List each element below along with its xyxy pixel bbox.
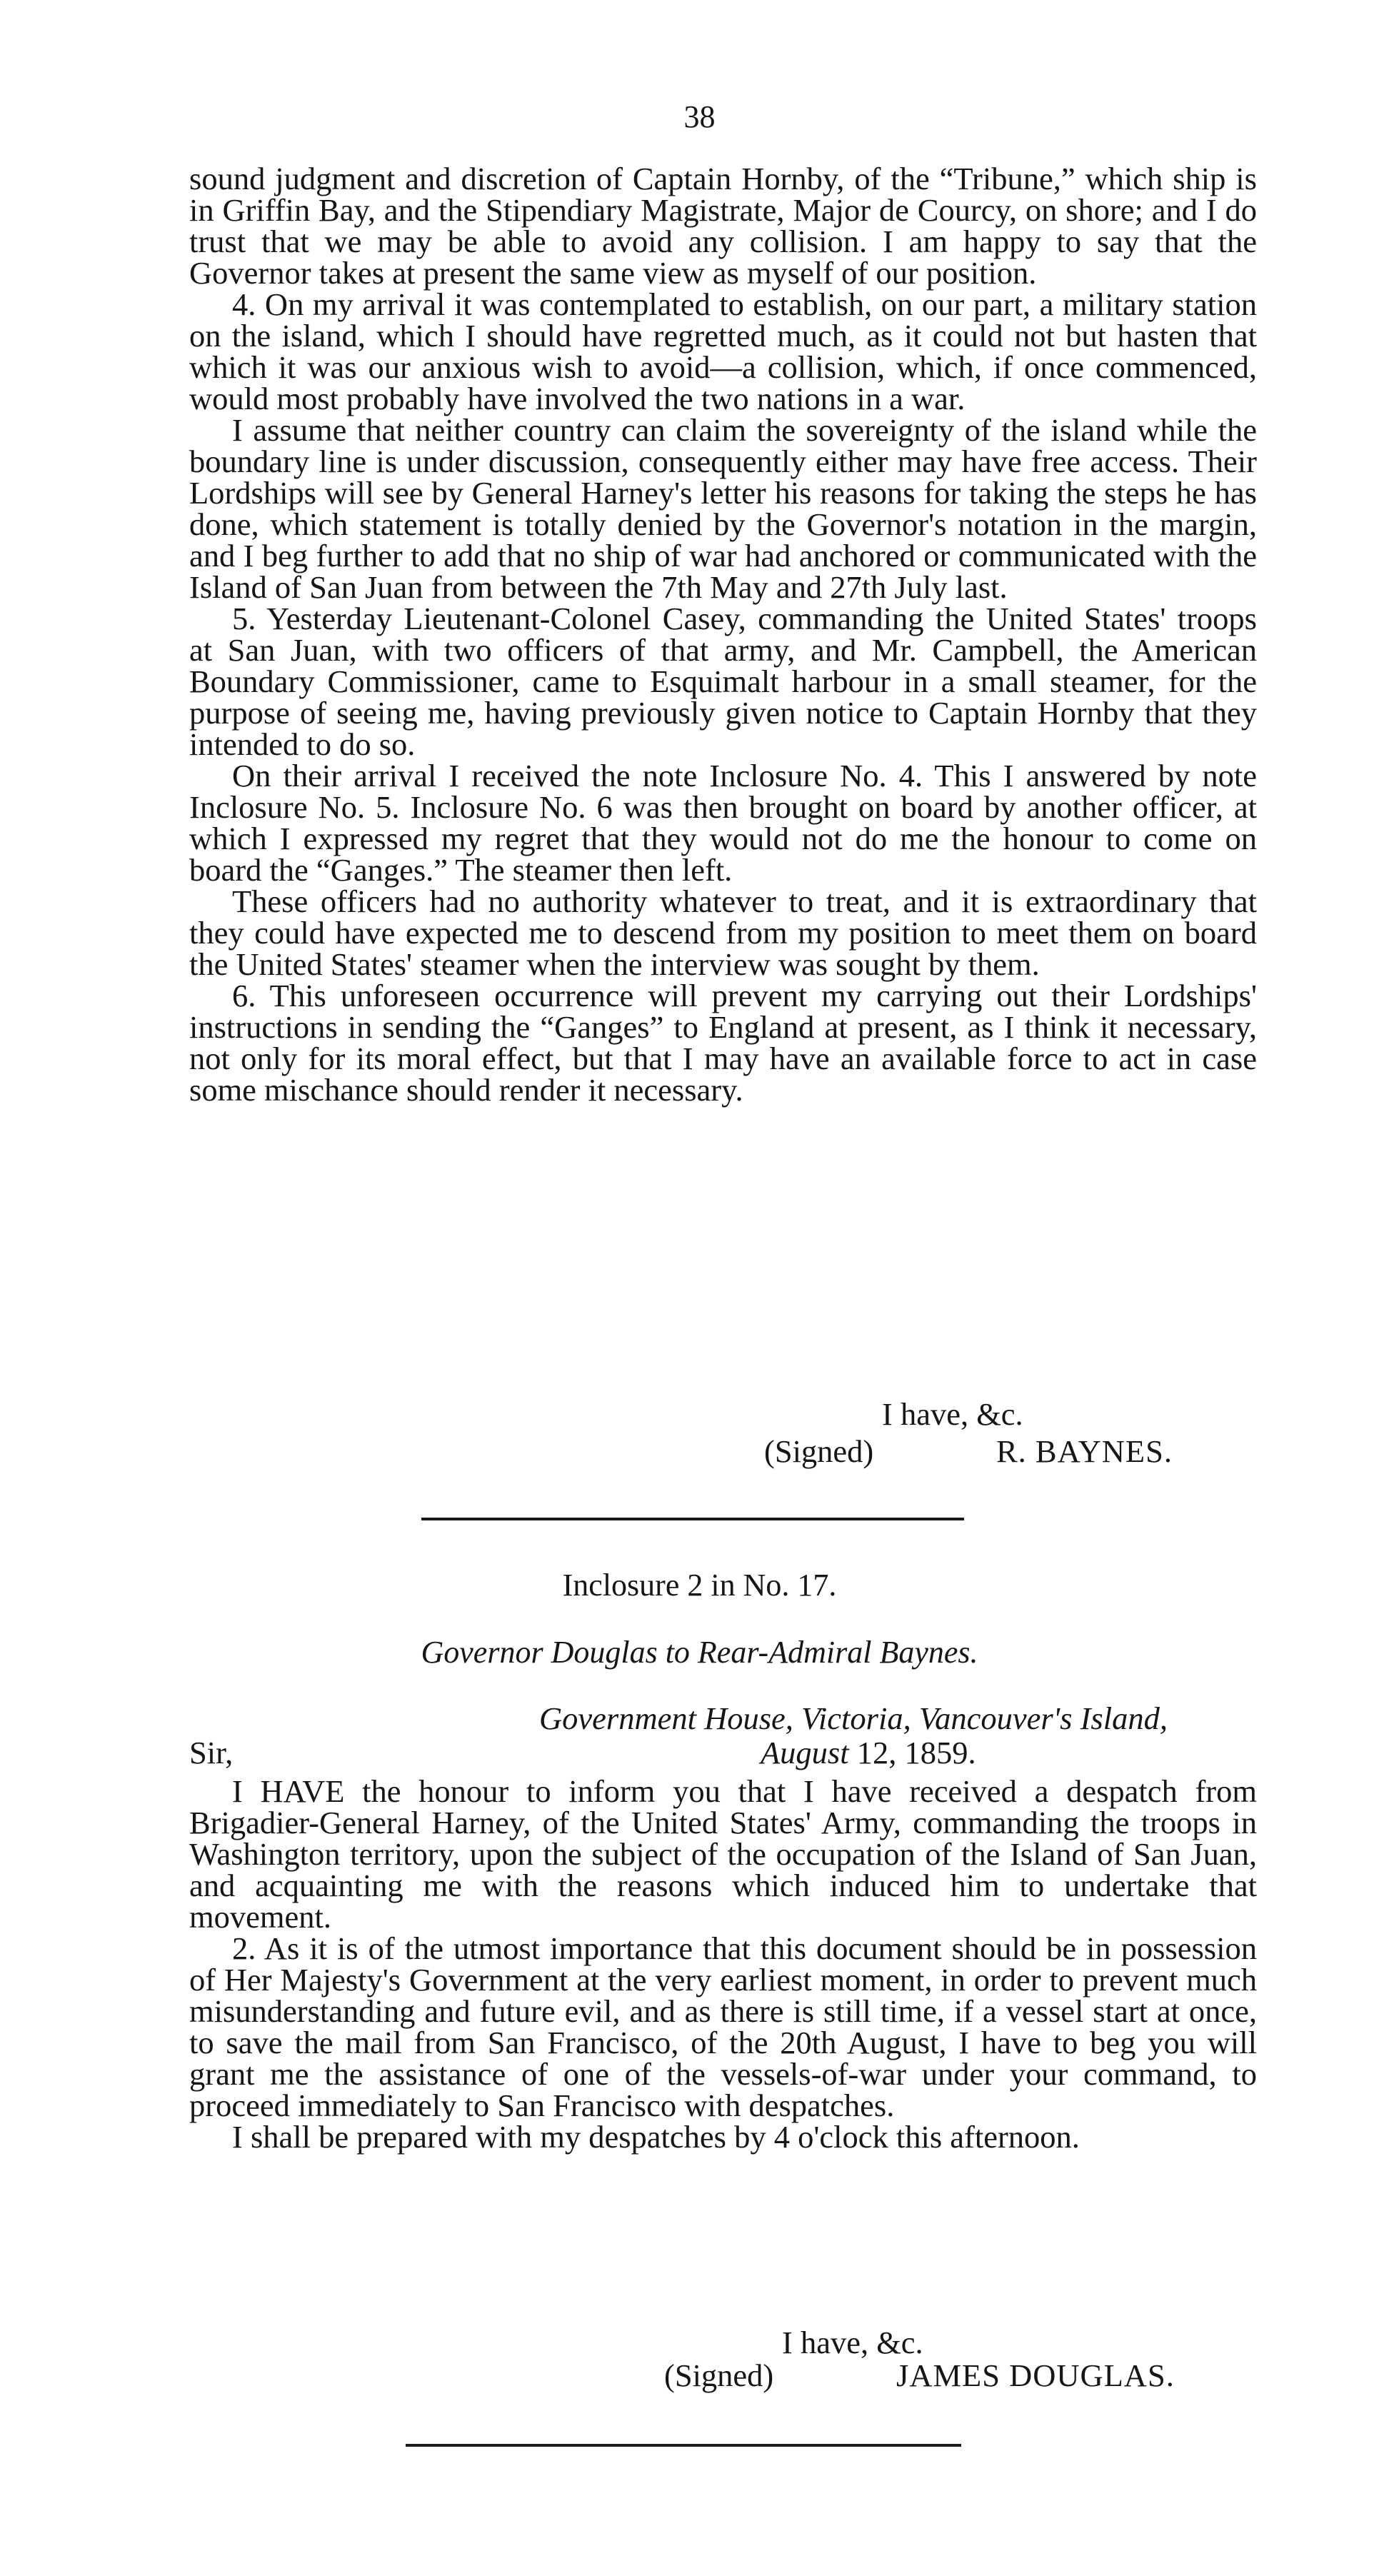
closing: I have, &c. bbox=[782, 2325, 923, 2360]
inclosure-subheading: Governor Douglas to Rear-Admiral Baynes. bbox=[421, 1635, 978, 1670]
date-line bbox=[761, 1737, 976, 1768]
signed-label: (Signed) bbox=[764, 1433, 874, 1469]
paragraph: I assume that neither country can claim the sovereignty of the island while the boundary line is under discussion, consequently either may have free access. Their Lordships will see by General Harney's letter his reasons for taking the steps he has done, which statement is totally denied by the Governor's notation in the margin, and I beg further to add that no ship of war had anchored or communicated with the Island of San Juan from between the 7th May and 27th July last. bbox=[189, 412, 1257, 605]
closing: I have, &c. bbox=[882, 1396, 1023, 1432]
date-month: August bbox=[761, 1735, 849, 1770]
page-number: 38 bbox=[683, 99, 716, 134]
paragraph: I shall be prepared with my despatches by 4 o'clock this afternoon. bbox=[232, 2119, 1080, 2155]
signed-label: (Signed) bbox=[664, 2357, 774, 2393]
signer-name: R. BAYNES. bbox=[996, 1433, 1173, 1469]
paragraph: On their arrival I received the note Inclosure No. 4. This I answered by note Inclosure No. 5. Inclosure No. 6 was then brought on board by another officer, at which I expressed my regret that they would not do me the honour to come on board the “Ganges.” The steamer then left. bbox=[189, 758, 1257, 888]
address-line: Government House, Victoria, Vancouver's Island, bbox=[539, 1700, 1168, 1736]
date-rest: 12, 1859. bbox=[856, 1735, 976, 1770]
paragraph: sound judgment and discretion of Captain Hornby, of the “Tribune,” which ship is in Griffin Bay, and the Stipendiary Magistrate, Major de Courcy, on shore; and I do trust that we may be able to avoid any collision. I am happy to say that the Governor takes at present the same view as myself of our position. bbox=[189, 161, 1257, 291]
signer-name: JAMES DOUGLAS. bbox=[896, 2357, 1175, 2393]
paragraph: 5. Yesterday Lieutenant-Colonel Casey, commanding the United States' troops at San Juan, with two officers of that army, and Mr. Campbell, the American Boundary Commissioner, came to Esquimalt harbour in a small steamer, for the purpose of seeing me, having previously given notice to Captain Hornby that they intended to do so. bbox=[189, 601, 1257, 762]
inclosure-body bbox=[189, 1773, 1257, 2155]
paragraph: I HAVE the honour to inform you that I have received a despatch from Brigadier-General Harney, of the United States' Army, commanding the troops in Washington territory, upon the subject of the occupation of the Island of San Juan, and acquainting me with the reasons which induced him to undertake that movement. bbox=[189, 1773, 1257, 1935]
paragraph: 2. As it is of the utmost importance that this document should be in possession of Her Majesty's Government at the very earliest moment, in order to prevent much misunderstanding and future evil, and as there is still time, if a vessel start at once, to save the mail from San Francisco, of the 20th August, I have to beg you will grant me the assistance of one of the vessels-of-war under your command, to proceed immediately to San Francisco with despatches. bbox=[189, 1930, 1257, 2123]
salutation: Sir, bbox=[189, 1735, 234, 1770]
divider-rule bbox=[421, 1518, 964, 1520]
paragraph: These officers had no authority whatever to treat, and it is extraordinary that they could have expected me to descend from my position to meet them on board the United States' steamer when the interview was sought by them. bbox=[189, 883, 1257, 982]
paragraph: 4. On my arrival it was contemplated to establish, on our part, a military station on the island, which I should have regretted much, as it could not but hasten that which it was our anxious wish to avoid—a collision, which, if once commenced, would most probably have involved the two nations in a war. bbox=[189, 286, 1257, 416]
divider-rule bbox=[406, 2444, 961, 2447]
inclosure-heading: Inclosure 2 in No. 17. bbox=[562, 1568, 837, 1603]
paragraph: 6. This unforeseen occurrence will prevent my carrying out their Lordships' instructions in sending the “Ganges” to England at present, as I think it necessary, not only for its moral effect, but that I may have an available force to act in case some mischance should render it necessary. bbox=[189, 978, 1257, 1108]
letter-body bbox=[189, 163, 1257, 1106]
